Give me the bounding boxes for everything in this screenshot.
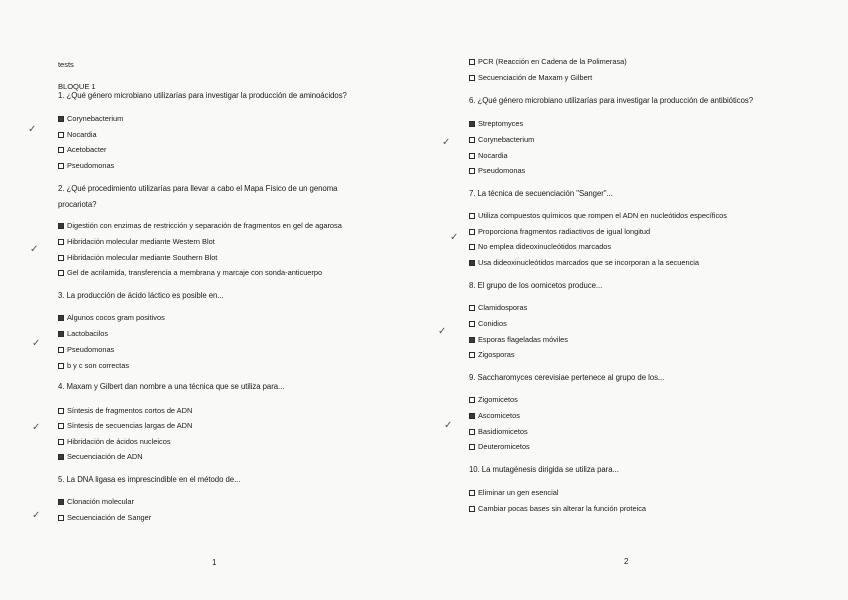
checkbox[interactable] xyxy=(469,444,475,450)
checkbox[interactable] xyxy=(469,490,475,496)
checkbox[interactable] xyxy=(58,270,64,276)
checkbox[interactable] xyxy=(469,213,475,219)
checkbox[interactable] xyxy=(58,408,64,414)
q7-option-b[interactable]: Proporciona fragmentos radiactivos de igual longitud xyxy=(469,227,650,236)
q9-option-c[interactable]: Basidiomicetos xyxy=(469,427,528,436)
checkbox[interactable] xyxy=(469,153,475,159)
q7-option-c[interactable]: No emplea dideoxinucleótidos marcados xyxy=(469,242,611,251)
checkbox[interactable] xyxy=(469,352,475,358)
q8-option-b[interactable]: Conidios xyxy=(469,319,507,328)
q9-option-a[interactable]: Zigomicetos xyxy=(469,395,518,404)
checkbox[interactable] xyxy=(469,397,475,403)
check-mark-icon: ✓ xyxy=(32,510,41,521)
checkbox[interactable] xyxy=(469,429,475,435)
checkbox[interactable] xyxy=(58,147,64,153)
checkbox[interactable] xyxy=(58,239,64,245)
checkbox[interactable] xyxy=(58,439,64,445)
q6-option-d[interactable]: Pseudomonas xyxy=(469,166,525,175)
question-1: 1. ¿Qué género microbiano utilizarías para investigar la producción de aminoácidos? xyxy=(58,91,347,100)
checkbox-checked[interactable] xyxy=(469,121,475,127)
checkbox[interactable] xyxy=(469,244,475,250)
q4-option-c[interactable]: Hibridación de ácidos nucleicos xyxy=(58,437,171,446)
q10-option-a[interactable]: Eliminar un gen esencial xyxy=(469,488,559,497)
checkbox-checked[interactable] xyxy=(469,260,475,266)
check-mark-icon: ✓ xyxy=(444,420,453,431)
q6-option-a[interactable]: Streptomyces xyxy=(469,119,523,128)
checkbox-checked[interactable] xyxy=(58,315,64,321)
question-3: 3. La producción de ácido láctico es posible en... xyxy=(58,291,224,300)
q9-option-b[interactable]: Ascomicetos xyxy=(469,411,520,420)
checkbox-checked[interactable] xyxy=(58,116,64,122)
q9-option-d[interactable]: Deuteromicetos xyxy=(469,442,530,451)
page-number: 1 xyxy=(212,558,217,567)
checkbox[interactable] xyxy=(58,163,64,169)
checkbox[interactable] xyxy=(58,423,64,429)
checkbox-checked[interactable] xyxy=(58,223,64,229)
question-8: 8. El grupo de los oomicetos produce... xyxy=(469,281,603,290)
check-mark-icon: ✓ xyxy=(438,326,447,337)
check-mark-icon: ✓ xyxy=(32,422,41,433)
checkbox-checked[interactable] xyxy=(58,331,64,337)
q2-option-d[interactable]: Gel de acrilamida, transferencia a membrana y marcaje con sonda-anticuerpo xyxy=(58,268,322,277)
question-9: 9. Saccharomyces cerevisiae pertenece al grupo de los... xyxy=(469,373,665,382)
checkbox-checked[interactable] xyxy=(469,413,475,419)
checkbox[interactable] xyxy=(469,168,475,174)
checkbox-checked[interactable] xyxy=(58,499,64,505)
q6-option-c[interactable]: Nocardia xyxy=(469,151,508,160)
check-mark-icon: ✓ xyxy=(32,338,41,349)
checkbox[interactable] xyxy=(469,506,475,512)
q2-option-b[interactable]: Hibridación molecular mediante Western Blot xyxy=(58,237,215,246)
checkbox[interactable] xyxy=(58,515,64,521)
q3-option-d[interactable]: b y c son correctas xyxy=(58,361,129,370)
checkbox[interactable] xyxy=(469,321,475,327)
check-mark-icon: ✓ xyxy=(28,124,37,135)
q8-option-d[interactable]: Zigosporas xyxy=(469,350,515,359)
checkbox[interactable] xyxy=(58,363,64,369)
question-5: 5. La DNA ligasa es imprescindible en el método de... xyxy=(58,475,241,484)
q7-option-d[interactable]: Usa dideoxinucleótidos marcados que se incorporan a la secuencia xyxy=(469,258,699,267)
q5-option-b[interactable]: Secuenciación de Sanger xyxy=(58,513,151,522)
q8-option-a[interactable]: Clamidosporas xyxy=(469,303,527,312)
question-10: 10. La mutagénesis dirigida se utiliza para... xyxy=(469,465,619,474)
check-mark-icon: ✓ xyxy=(30,244,39,255)
check-mark-icon: ✓ xyxy=(442,137,451,148)
q8-option-c[interactable]: Esporas flageladas móviles xyxy=(469,335,568,344)
q3-option-b[interactable]: Lactobacilos xyxy=(58,329,108,338)
q4-option-b[interactable]: Síntesis de secuencias largas de ADN xyxy=(58,421,192,430)
question-2-line-2: procariota? xyxy=(58,200,97,209)
question-2-line-1: 2. ¿Qué procedimiento utilizarías para llevar a cabo el Mapa Físico de un genoma xyxy=(58,184,338,193)
q5-option-a[interactable]: Clonación molecular xyxy=(58,497,134,506)
checkbox-checked[interactable] xyxy=(58,454,64,460)
q5-option-c[interactable]: PCR (Reacción en Cadena de la Polimerasa) xyxy=(469,57,627,66)
checkbox[interactable] xyxy=(469,229,475,235)
checkbox[interactable] xyxy=(469,59,475,65)
checkbox[interactable] xyxy=(58,255,64,261)
checkbox-checked[interactable] xyxy=(469,337,475,343)
q6-option-b[interactable]: Corynebacterium xyxy=(469,135,534,144)
q3-option-c[interactable]: Pseudomonas xyxy=(58,345,114,354)
q4-option-d[interactable]: Secuenciación de ADN xyxy=(58,452,143,461)
q5-option-d[interactable]: Secuenciación de Maxam y Gilbert xyxy=(469,73,592,82)
q2-option-c[interactable]: Hibridación molecular mediante Southern Blot xyxy=(58,253,217,262)
q2-option-a[interactable]: Digestión con enzimas de restricción y separación de fragmentos en gel de agarosa xyxy=(58,221,342,230)
document-page-2 xyxy=(424,0,848,600)
check-mark-icon: ✓ xyxy=(450,232,459,243)
document-title: tests xyxy=(58,60,74,69)
q3-option-a[interactable]: Algunos cocos gram positivos xyxy=(58,313,165,322)
checkbox[interactable] xyxy=(58,132,64,138)
question-7: 7. La técnica de secuenciación "Sanger"... xyxy=(469,189,613,198)
q4-option-a[interactable]: Síntesis de fragmentos cortos de ADN xyxy=(58,406,192,415)
q7-option-a[interactable]: Utiliza compuestos químicos que rompen el ADN en nucleótidos específicos xyxy=(469,211,727,220)
q1-option-b[interactable]: Nocardia xyxy=(58,130,97,139)
question-4: 4. Maxam y Gilbert dan nombre a una técnica que se utiliza para... xyxy=(58,382,285,391)
page-number: 2 xyxy=(624,557,629,566)
checkbox[interactable] xyxy=(469,137,475,143)
question-6: 6. ¿Qué género microbiano utilizarías para investigar la producción de antibióticos? xyxy=(469,96,754,105)
checkbox[interactable] xyxy=(469,305,475,311)
checkbox[interactable] xyxy=(58,347,64,353)
q1-option-d[interactable]: Pseudomonas xyxy=(58,161,114,170)
q1-option-a[interactable]: Corynebacterium xyxy=(58,114,123,123)
checkbox[interactable] xyxy=(469,75,475,81)
q1-option-c[interactable]: Acetobacter xyxy=(58,145,106,154)
block-heading: BLOQUE 1 xyxy=(58,82,96,91)
q10-option-b[interactable]: Cambiar pocas bases sin alterar la función proteica xyxy=(469,504,646,513)
